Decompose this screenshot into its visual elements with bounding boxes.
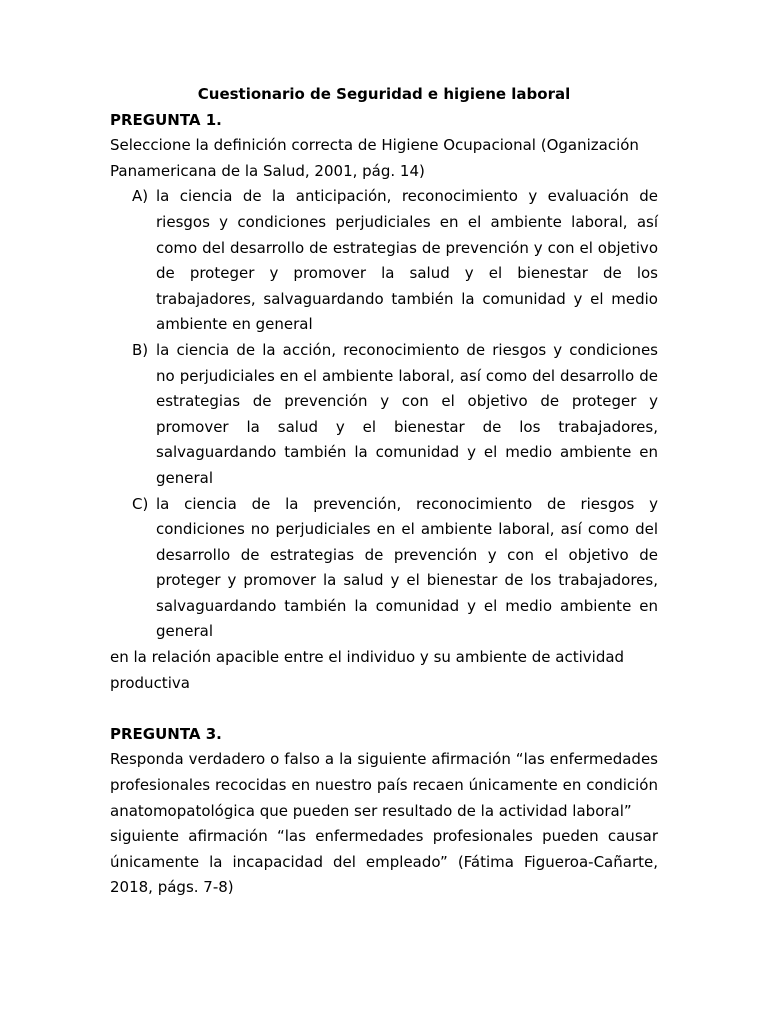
option-b — [110, 338, 658, 492]
question-3-prompt: Responda verdadero o falso a la siguiente afirmación “las enfermedades profesionales recocidas en nuestro país recaen únicamente en condición anatomopatológica que pueden ser resultado de la actividad laboral” — [110, 750, 658, 820]
question-3-heading: PREGUNTA 3. — [110, 724, 222, 743]
option-a-text: la ciencia de la anticipación, reconocimiento y evaluación de riesgos y condiciones perjudiciales en el ambiente laboral, así como del desarrollo de estrategias de prevención y con el objetivo de proteger y promover la salud y el bienestar de los trabajadores, salvaguardando también la comunidad y el medio ambiente en general — [156, 187, 658, 334]
option-a-letter: A) — [132, 187, 149, 206]
question-1-prompt: Seleccione la definición correcta de Higiene Ocupacional (Oganización Panamericana de la Salud, 2001, pág. 14) — [110, 136, 639, 180]
option-c-text: la ciencia de la prevención, reconocimiento de riesgos y condiciones no perjudiciales en el ambiente laboral, así como del desarrollo de estrategias de prevención y con el objetivo de proteger y promover la salud y el bienestar de los trabajadores, salvaguardando también la comunidad y el medio ambiente en general — [156, 494, 658, 641]
option-b-text: la ciencia de la acción, reconocimiento de riesgos y condiciones no perjudiciales en el ambiente laboral, así como del desarrollo de estrategias de prevención y con el objetivo de proteger y promover la salud y el bienestar de los trabajadores, salvaguardando también la comunidad y el medio ambiente en general — [156, 340, 658, 487]
document-title: Cuestionario de Seguridad e higiene laboral — [197, 85, 571, 103]
question-3-trailing-text: siguiente afirmación “las enfermedades profesionales pueden causar únicamente la incapacidad del empleado” (Fátima Figueroa-Cañarte, 2018, págs. 7-8) — [110, 827, 658, 897]
option-a — [110, 184, 658, 338]
option-c-letter: C) — [132, 494, 149, 513]
option-b-letter: B) — [132, 340, 149, 359]
question-1-heading: PREGUNTA 1. — [110, 110, 222, 129]
document-body — [110, 82, 658, 901]
option-c — [110, 492, 658, 646]
section-spacer — [110, 696, 658, 722]
question-1-trailing-text: en la relación apacible entre el individuo y su ambiente de actividad productiva — [110, 648, 625, 692]
